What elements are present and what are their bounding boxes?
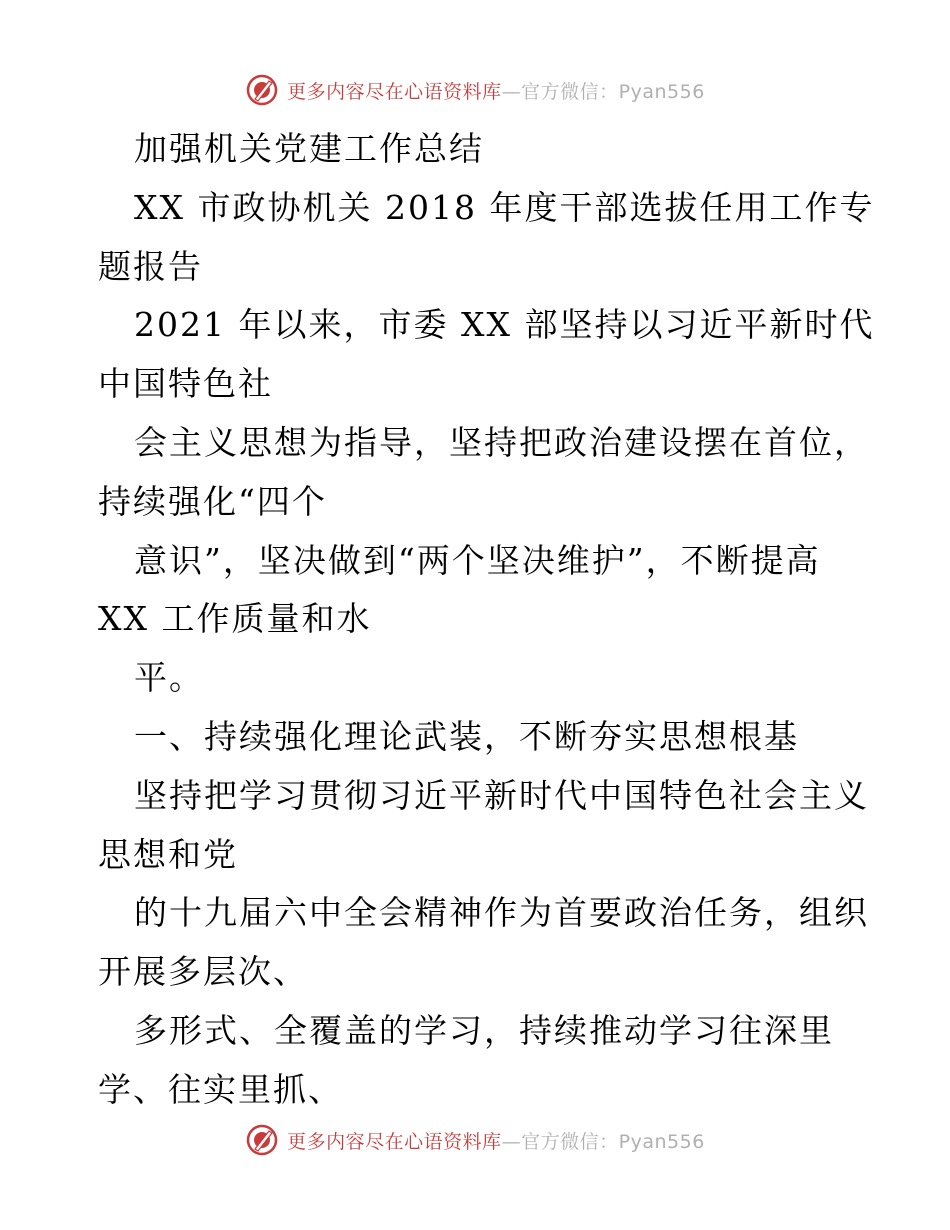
text-line: 坚持把学习贯彻习近平新时代中国特色社会主义	[134, 775, 869, 815]
text-line: 加强机关党建工作总结	[134, 129, 484, 168]
text-line: XX 市政协机关 2018 年度干部选拔任用工作专	[134, 187, 875, 227]
text-line: 多形式、全覆盖的学习，持续推动学习往深里	[134, 1010, 834, 1050]
text-line: XX 工作质量和水	[98, 599, 372, 639]
text-line: 持续强化“四个	[98, 481, 327, 521]
text-line: 会主义思想为指导，坚持把政治建设摆在首位，	[134, 422, 869, 462]
watermark-tag-text: 官方微信：Pyan556	[521, 1130, 705, 1153]
text-line: 学、往实里抓、	[98, 1069, 343, 1109]
text-line: 题报告	[98, 246, 203, 286]
text-line: 的十九届六中全会精神作为首要政治任务，组织	[134, 893, 869, 933]
watermark-tag-text: 官方微信：Pyan556	[521, 80, 705, 103]
document-body	[98, 120, 875, 1120]
watermark-separator: —	[501, 80, 522, 103]
header-watermark	[0, 70, 950, 110]
text-line: 平。	[134, 658, 204, 698]
text-line: 意识”，坚决做到“两个坚决维护”，不断提高	[134, 540, 821, 580]
section-heading: 一、持续强化理论武装，不断夯实思想根基	[134, 716, 799, 756]
pen-logo-icon	[245, 73, 279, 107]
watermark-main-text: 更多内容尽在心语资料库	[287, 1130, 502, 1153]
text-line: 中国特色社	[98, 364, 273, 404]
watermark-main-text: 更多内容尽在心语资料库	[287, 80, 502, 103]
text-line: 思想和党	[98, 834, 238, 874]
pen-logo-icon	[245, 1123, 279, 1157]
watermark-separator: —	[501, 1130, 522, 1153]
footer-watermark	[0, 1120, 950, 1160]
text-line: 开展多层次、	[98, 952, 308, 992]
text-line: 2021 年以来，市委 XX 部坚持以习近平新时代	[134, 305, 875, 345]
